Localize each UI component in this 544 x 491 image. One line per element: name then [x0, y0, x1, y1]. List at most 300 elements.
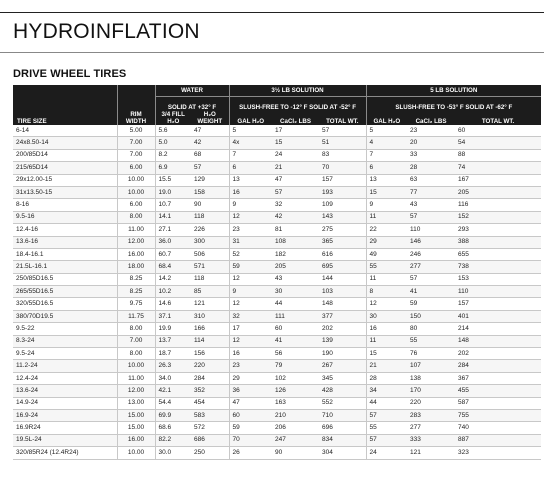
cell-fill-h2o: 69.9 — [155, 409, 191, 421]
col-total-wt-35: TOTAL WT. — [319, 111, 366, 125]
cell-cacl2-35: 30 — [272, 286, 319, 298]
col-cacl2-35: CaCl₂ LBS — [272, 111, 319, 125]
cell-cacl2-5: 57 — [407, 273, 455, 285]
cell-gal-h2o-35: 31 — [229, 236, 272, 248]
cell-cacl2-35: 90 — [272, 447, 319, 459]
cell-cacl2-35: 41 — [272, 335, 319, 347]
cell-total-wt-5: 110 — [455, 286, 541, 298]
cell-total-wt-35: 193 — [319, 186, 366, 198]
cell-fill-h2o: 37.1 — [155, 310, 191, 322]
cell-gal-h2o-35: 52 — [229, 248, 272, 260]
cell-rim-width: 5.00 — [117, 125, 155, 137]
table-row — [13, 286, 541, 298]
cell-rim-width: 7.00 — [117, 149, 155, 161]
cell-cacl2-5: 55 — [407, 335, 455, 347]
cell-rim-width: 8.25 — [117, 286, 155, 298]
table-row — [13, 310, 541, 322]
table-row — [13, 199, 541, 211]
cell-rim-width: 12.00 — [117, 385, 155, 397]
cell-cacl2-35: 57 — [272, 186, 319, 198]
cell-rim-width: 10.00 — [117, 186, 155, 198]
cell-rim-width: 9.75 — [117, 298, 155, 310]
cell-total-wt-5: 740 — [455, 422, 541, 434]
cell-fill-h2o: 54.4 — [155, 397, 191, 409]
cell-total-wt-35: 377 — [319, 310, 366, 322]
cell-gal-h2o-5: 8 — [366, 286, 407, 298]
cell-rim-width: 18.00 — [117, 261, 155, 273]
cell-cacl2-5: 283 — [407, 409, 455, 421]
col-gal-h2o-35: GAL H₂O — [229, 111, 272, 125]
table-row — [13, 224, 541, 236]
cell-total-wt-5: 88 — [455, 149, 541, 161]
cell-cacl2-5: 146 — [407, 236, 455, 248]
table-row — [13, 211, 541, 223]
cell-rim-width: 6.00 — [117, 162, 155, 174]
cell-cacl2-5: 33 — [407, 149, 455, 161]
cell-rim-width: 11.00 — [117, 372, 155, 384]
cell-h2o-weight: 121 — [191, 298, 229, 310]
cell-gal-h2o-5: 34 — [366, 385, 407, 397]
cell-h2o-weight: 156 — [191, 348, 229, 360]
cell-cacl2-35: 126 — [272, 385, 319, 397]
cell-gal-h2o-5: 57 — [366, 434, 407, 446]
cell-total-wt-5: 60 — [455, 125, 541, 137]
cell-total-wt-5: 152 — [455, 211, 541, 223]
table-row — [13, 323, 541, 335]
table-row — [13, 125, 541, 137]
table-row — [13, 409, 541, 421]
water-subheader: SOLID AT +32° F — [155, 97, 229, 112]
cell-gal-h2o-35: 4x — [229, 137, 272, 149]
cell-total-wt-35: 696 — [319, 422, 366, 434]
cell-h2o-weight: 506 — [191, 248, 229, 260]
cell-cacl2-5: 107 — [407, 360, 455, 372]
cell-cacl2-5: 150 — [407, 310, 455, 322]
col-h2o-weight: H₂O WEIGHT — [191, 111, 229, 125]
col-tire-size: TIRE SIZE — [13, 85, 117, 125]
cell-total-wt-5: 157 — [455, 298, 541, 310]
cell-cacl2-5: 80 — [407, 323, 455, 335]
cell-gal-h2o-5: 15 — [366, 186, 407, 198]
cell-tire-size: 16.9R24 — [13, 422, 117, 434]
cell-cacl2-35: 102 — [272, 372, 319, 384]
cell-cacl2-5: 41 — [407, 286, 455, 298]
cell-fill-h2o: 42.1 — [155, 385, 191, 397]
cell-tire-size: 29x12.00-15 — [13, 174, 117, 186]
cell-gal-h2o-35: 12 — [229, 298, 272, 310]
table-row — [13, 162, 541, 174]
table-row — [13, 261, 541, 273]
cell-rim-width: 6.00 — [117, 199, 155, 211]
cell-h2o-weight: 226 — [191, 224, 229, 236]
cell-tire-size: 320/55D16.5 — [13, 298, 117, 310]
cell-h2o-weight: 572 — [191, 422, 229, 434]
cell-gal-h2o-5: 55 — [366, 261, 407, 273]
table-row — [13, 434, 541, 446]
cell-fill-h2o: 13.7 — [155, 335, 191, 347]
cell-total-wt-35: 51 — [319, 137, 366, 149]
cell-cacl2-35: 210 — [272, 409, 319, 421]
cell-fill-h2o: 8.2 — [155, 149, 191, 161]
cell-total-wt-5: 323 — [455, 447, 541, 459]
cell-gal-h2o-5: 21 — [366, 360, 407, 372]
table-row — [13, 174, 541, 186]
cell-total-wt-5: 367 — [455, 372, 541, 384]
cell-gal-h2o-35: 29 — [229, 372, 272, 384]
cell-total-wt-35: 139 — [319, 335, 366, 347]
table-row — [13, 236, 541, 248]
cell-h2o-weight: 454 — [191, 397, 229, 409]
cell-gal-h2o-5: 55 — [366, 422, 407, 434]
table-row — [13, 447, 541, 459]
cell-total-wt-5: 587 — [455, 397, 541, 409]
cell-cacl2-5: 121 — [407, 447, 455, 459]
cell-fill-h2o: 68.6 — [155, 422, 191, 434]
cell-tire-size: 12.4-16 — [13, 224, 117, 236]
cell-rim-width: 15.00 — [117, 422, 155, 434]
cell-total-wt-35: 57 — [319, 125, 366, 137]
cell-cacl2-5: 63 — [407, 174, 455, 186]
cell-gal-h2o-5: 28 — [366, 372, 407, 384]
cell-rim-width: 15.00 — [117, 409, 155, 421]
cell-cacl2-35: 60 — [272, 323, 319, 335]
cell-total-wt-35: 616 — [319, 248, 366, 260]
cell-gal-h2o-35: 32 — [229, 310, 272, 322]
cell-rim-width: 8.00 — [117, 211, 155, 223]
cell-cacl2-35: 182 — [272, 248, 319, 260]
cell-h2o-weight: 114 — [191, 335, 229, 347]
cell-h2o-weight: 118 — [191, 211, 229, 223]
cell-cacl2-5: 333 — [407, 434, 455, 446]
cell-cacl2-35: 205 — [272, 261, 319, 273]
cell-gal-h2o-5: 30 — [366, 310, 407, 322]
cell-cacl2-5: 77 — [407, 186, 455, 198]
cell-cacl2-5: 76 — [407, 348, 455, 360]
table-row — [13, 385, 541, 397]
cell-gal-h2o-35: 16 — [229, 348, 272, 360]
table-row — [13, 372, 541, 384]
cell-h2o-weight: 571 — [191, 261, 229, 273]
cell-tire-size: 16.9-24 — [13, 409, 117, 421]
cell-fill-h2o: 82.2 — [155, 434, 191, 446]
cell-rim-width: 7.00 — [117, 335, 155, 347]
cell-fill-h2o: 19.0 — [155, 186, 191, 198]
cell-total-wt-5: 153 — [455, 273, 541, 285]
cell-cacl2-35: 247 — [272, 434, 319, 446]
cell-cacl2-5: 43 — [407, 199, 455, 211]
cell-cacl2-5: 277 — [407, 422, 455, 434]
cell-h2o-weight: 583 — [191, 409, 229, 421]
table-header — [13, 85, 541, 125]
cell-gal-h2o-35: 23 — [229, 224, 272, 236]
table-row — [13, 248, 541, 260]
cell-fill-h2o: 10.2 — [155, 286, 191, 298]
cell-tire-size: 13.6-16 — [13, 236, 117, 248]
cell-cacl2-35: 43 — [272, 273, 319, 285]
section-heading: DRIVE WHEEL TIRES — [13, 68, 127, 80]
cell-gal-h2o-35: 59 — [229, 261, 272, 273]
cell-gal-h2o-5: 24 — [366, 447, 407, 459]
cell-gal-h2o-35: 16 — [229, 186, 272, 198]
cell-rim-width: 16.00 — [117, 248, 155, 260]
cell-total-wt-5: 293 — [455, 224, 541, 236]
cell-total-wt-35: 202 — [319, 323, 366, 335]
cell-h2o-weight: 250 — [191, 447, 229, 459]
cell-rim-width: 13.00 — [117, 397, 155, 409]
table-row — [13, 422, 541, 434]
cell-total-wt-35: 83 — [319, 149, 366, 161]
cell-tire-size: 13.6-24 — [13, 385, 117, 397]
cell-cacl2-35: 111 — [272, 310, 319, 322]
cell-gal-h2o-35: 7 — [229, 149, 272, 161]
cell-fill-h2o: 5.0 — [155, 137, 191, 149]
cell-gal-h2o-5: 44 — [366, 397, 407, 409]
cell-cacl2-5: 28 — [407, 162, 455, 174]
cell-total-wt-35: 365 — [319, 236, 366, 248]
group-35lb-solution: 3½ LB SOLUTION — [229, 85, 366, 97]
cell-rim-width: 8.00 — [117, 348, 155, 360]
top-divider — [0, 12, 544, 13]
cell-total-wt-35: 552 — [319, 397, 366, 409]
cell-gal-h2o-35: 6 — [229, 162, 272, 174]
sol35-subheader: SLUSH-FREE TO -12° F SOLID AT -52° F — [229, 97, 366, 112]
cell-total-wt-35: 275 — [319, 224, 366, 236]
cell-cacl2-35: 108 — [272, 236, 319, 248]
cell-h2o-weight: 57 — [191, 162, 229, 174]
col-total-wt-5: TOTAL WT. — [455, 111, 541, 125]
cell-fill-h2o: 68.4 — [155, 261, 191, 273]
cell-h2o-weight: 129 — [191, 174, 229, 186]
cell-cacl2-5: 110 — [407, 224, 455, 236]
cell-gal-h2o-5: 13 — [366, 174, 407, 186]
cell-h2o-weight: 85 — [191, 286, 229, 298]
cell-fill-h2o: 27.1 — [155, 224, 191, 236]
cell-tire-size: 320/85R24 (12.4R24) — [13, 447, 117, 459]
cell-tire-size: 9.5-16 — [13, 211, 117, 223]
col-gal-h2o-5: GAL H₂O — [366, 111, 407, 125]
cell-tire-size: 9.5-24 — [13, 348, 117, 360]
cell-cacl2-5: 220 — [407, 397, 455, 409]
cell-total-wt-35: 144 — [319, 273, 366, 285]
cell-total-wt-5: 54 — [455, 137, 541, 149]
cell-total-wt-5: 738 — [455, 261, 541, 273]
sol5-subheader: SLUSH-FREE TO -53° F SOLID AT -62° F — [366, 97, 541, 112]
table-row — [13, 186, 541, 198]
cell-total-wt-35: 345 — [319, 372, 366, 384]
cell-cacl2-5: 246 — [407, 248, 455, 260]
cell-gal-h2o-35: 17 — [229, 323, 272, 335]
cell-cacl2-35: 24 — [272, 149, 319, 161]
cell-total-wt-5: 388 — [455, 236, 541, 248]
table-row — [13, 137, 541, 149]
cell-h2o-weight: 42 — [191, 137, 229, 149]
cell-gal-h2o-5: 22 — [366, 224, 407, 236]
cell-gal-h2o-35: 12 — [229, 211, 272, 223]
cell-total-wt-35: 109 — [319, 199, 366, 211]
cell-gal-h2o-35: 47 — [229, 397, 272, 409]
cell-gal-h2o-5: 49 — [366, 248, 407, 260]
cell-rim-width: 8.25 — [117, 273, 155, 285]
cell-gal-h2o-35: 26 — [229, 447, 272, 459]
cell-rim-width: 11.75 — [117, 310, 155, 322]
cell-h2o-weight: 686 — [191, 434, 229, 446]
table-body — [13, 125, 541, 459]
cell-total-wt-35: 834 — [319, 434, 366, 446]
cell-h2o-weight: 118 — [191, 273, 229, 285]
cell-total-wt-35: 428 — [319, 385, 366, 397]
cell-fill-h2o: 19.9 — [155, 323, 191, 335]
cell-gal-h2o-35: 9 — [229, 199, 272, 211]
cell-h2o-weight: 220 — [191, 360, 229, 372]
cell-rim-width: 16.00 — [117, 434, 155, 446]
cell-gal-h2o-5: 6 — [366, 162, 407, 174]
cell-total-wt-5: 167 — [455, 174, 541, 186]
cell-tire-size: 8.3-24 — [13, 335, 117, 347]
cell-total-wt-5: 116 — [455, 199, 541, 211]
cell-total-wt-35: 157 — [319, 174, 366, 186]
cell-rim-width: 11.00 — [117, 224, 155, 236]
cell-gal-h2o-5: 11 — [366, 273, 407, 285]
cell-total-wt-5: 74 — [455, 162, 541, 174]
col-cacl2-5: CaCl₂ LBS — [407, 111, 455, 125]
cell-total-wt-5: 205 — [455, 186, 541, 198]
cell-gal-h2o-35: 36 — [229, 385, 272, 397]
cell-cacl2-35: 79 — [272, 360, 319, 372]
cell-total-wt-35: 148 — [319, 298, 366, 310]
cell-cacl2-5: 20 — [407, 137, 455, 149]
cell-gal-h2o-35: 13 — [229, 174, 272, 186]
cell-total-wt-35: 304 — [319, 447, 366, 459]
cell-h2o-weight: 90 — [191, 199, 229, 211]
cell-rim-width: 12.00 — [117, 236, 155, 248]
table-row — [13, 149, 541, 161]
cell-tire-size: 6-14 — [13, 125, 117, 137]
cell-tire-size: 12.4-24 — [13, 372, 117, 384]
cell-gal-h2o-5: 11 — [366, 335, 407, 347]
cell-tire-size: 215/65D14 — [13, 162, 117, 174]
cell-cacl2-5: 57 — [407, 211, 455, 223]
cell-total-wt-35: 103 — [319, 286, 366, 298]
cell-cacl2-35: 47 — [272, 174, 319, 186]
table-row — [13, 335, 541, 347]
cell-total-wt-35: 143 — [319, 211, 366, 223]
cell-rim-width: 7.00 — [117, 137, 155, 149]
cell-tire-size: 24x8.50-14 — [13, 137, 117, 149]
cell-total-wt-35: 70 — [319, 162, 366, 174]
cell-fill-h2o: 10.7 — [155, 199, 191, 211]
cell-total-wt-5: 455 — [455, 385, 541, 397]
cell-tire-size: 200/85D14 — [13, 149, 117, 161]
hydroinflation-table — [13, 85, 541, 460]
cell-fill-h2o: 34.0 — [155, 372, 191, 384]
cell-total-wt-5: 887 — [455, 434, 541, 446]
cell-cacl2-35: 81 — [272, 224, 319, 236]
cell-cacl2-35: 56 — [272, 348, 319, 360]
cell-total-wt-35: 190 — [319, 348, 366, 360]
cell-gal-h2o-5: 11 — [366, 211, 407, 223]
cell-total-wt-5: 755 — [455, 409, 541, 421]
cell-rim-width: 10.00 — [117, 174, 155, 186]
cell-total-wt-5: 202 — [455, 348, 541, 360]
col-rim-width: RIM WIDTH — [117, 85, 155, 125]
cell-cacl2-5: 170 — [407, 385, 455, 397]
cell-tire-size: 8-16 — [13, 199, 117, 211]
cell-fill-h2o: 14.1 — [155, 211, 191, 223]
cell-gal-h2o-35: 23 — [229, 360, 272, 372]
cell-gal-h2o-35: 5 — [229, 125, 272, 137]
cell-rim-width: 10.00 — [117, 360, 155, 372]
cell-tire-size: 21.5L-16.1 — [13, 261, 117, 273]
cell-gal-h2o-35: 9 — [229, 286, 272, 298]
title-divider — [0, 52, 544, 53]
cell-h2o-weight: 158 — [191, 186, 229, 198]
cell-fill-h2o: 36.0 — [155, 236, 191, 248]
cell-gal-h2o-35: 59 — [229, 422, 272, 434]
cell-gal-h2o-5: 57 — [366, 409, 407, 421]
cell-gal-h2o-5: 29 — [366, 236, 407, 248]
cell-fill-h2o: 6.9 — [155, 162, 191, 174]
cell-cacl2-35: 44 — [272, 298, 319, 310]
cell-tire-size: 250/85D16.5 — [13, 273, 117, 285]
cell-total-wt-35: 267 — [319, 360, 366, 372]
cell-tire-size: 14.9-24 — [13, 397, 117, 409]
cell-rim-width: 10.00 — [117, 447, 155, 459]
cell-h2o-weight: 284 — [191, 372, 229, 384]
cell-fill-h2o: 14.6 — [155, 298, 191, 310]
table-row — [13, 298, 541, 310]
cell-gal-h2o-35: 12 — [229, 273, 272, 285]
cell-gal-h2o-5: 12 — [366, 298, 407, 310]
cell-total-wt-35: 695 — [319, 261, 366, 273]
cell-total-wt-5: 214 — [455, 323, 541, 335]
cell-cacl2-5: 59 — [407, 298, 455, 310]
cell-fill-h2o: 5.6 — [155, 125, 191, 137]
cell-cacl2-35: 32 — [272, 199, 319, 211]
cell-gal-h2o-35: 60 — [229, 409, 272, 421]
cell-gal-h2o-5: 15 — [366, 348, 407, 360]
cell-tire-size: 9.5-22 — [13, 323, 117, 335]
cell-tire-size: 31x13.50-15 — [13, 186, 117, 198]
cell-cacl2-5: 23 — [407, 125, 455, 137]
cell-tire-size: 265/55D16.5 — [13, 286, 117, 298]
cell-gal-h2o-5: 5 — [366, 125, 407, 137]
cell-fill-h2o: 26.3 — [155, 360, 191, 372]
cell-fill-h2o: 30.0 — [155, 447, 191, 459]
cell-h2o-weight: 300 — [191, 236, 229, 248]
col-fill-h2o: 3/4 FILL H₂O — [155, 111, 191, 125]
cell-fill-h2o: 60.7 — [155, 248, 191, 260]
cell-h2o-weight: 47 — [191, 125, 229, 137]
cell-gal-h2o-5: 7 — [366, 149, 407, 161]
cell-h2o-weight: 310 — [191, 310, 229, 322]
cell-h2o-weight: 352 — [191, 385, 229, 397]
cell-gal-h2o-35: 70 — [229, 434, 272, 446]
cell-tire-size: 380/70D19.5 — [13, 310, 117, 322]
cell-gal-h2o-5: 16 — [366, 323, 407, 335]
cell-cacl2-35: 21 — [272, 162, 319, 174]
cell-cacl2-35: 42 — [272, 211, 319, 223]
cell-total-wt-5: 655 — [455, 248, 541, 260]
cell-h2o-weight: 68 — [191, 149, 229, 161]
page-title: HYDROINFLATION — [13, 20, 200, 43]
cell-cacl2-5: 138 — [407, 372, 455, 384]
table-row — [13, 360, 541, 372]
cell-tire-size: 18.4-16.1 — [13, 248, 117, 260]
cell-cacl2-35: 206 — [272, 422, 319, 434]
cell-total-wt-5: 284 — [455, 360, 541, 372]
cell-rim-width: 8.00 — [117, 323, 155, 335]
cell-total-wt-5: 148 — [455, 335, 541, 347]
